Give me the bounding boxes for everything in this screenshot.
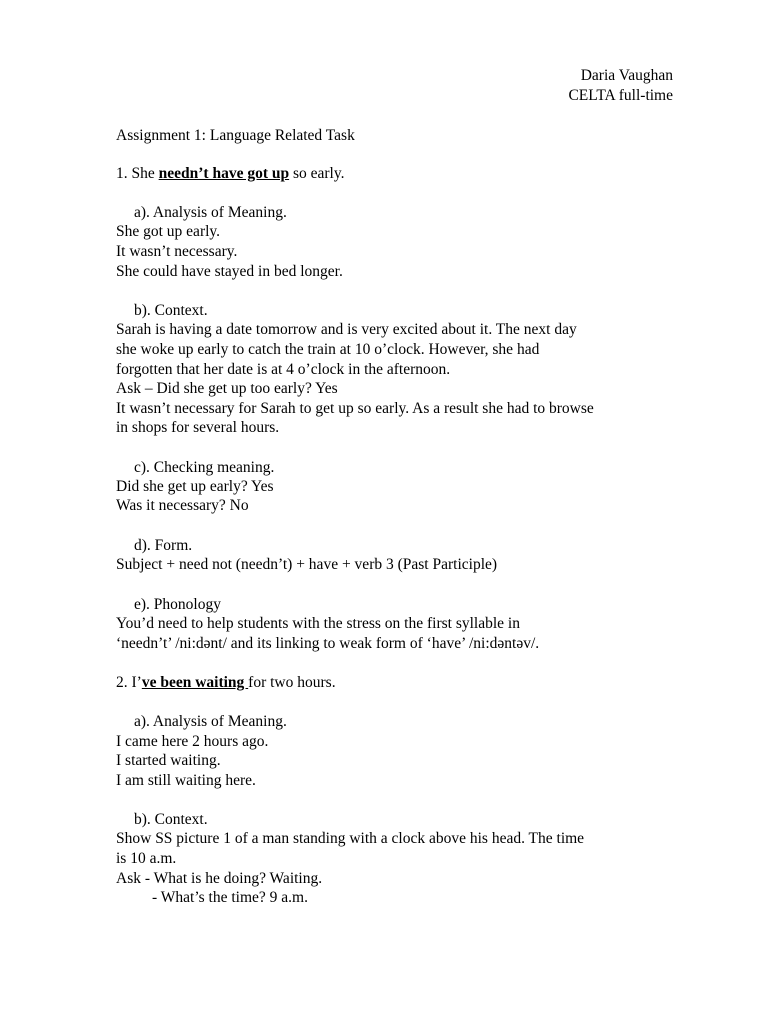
item1-a-line: She could have stayed in bed longer. bbox=[116, 263, 343, 280]
item1-e-line: ‘needn’t’ /ni:dənt/ and its linking to weak form of ‘have’ /ni:dəntəv/. bbox=[116, 635, 540, 652]
item2-b-line: Show SS picture 1 of a man standing with a clock above his head. The time bbox=[116, 830, 585, 847]
item2-b-indented-line: - What’s the time? 9 a.m. bbox=[152, 889, 308, 906]
item2-a-line: I started waiting. bbox=[116, 752, 221, 769]
item2-a-line: I came here 2 hours ago. bbox=[116, 733, 269, 750]
item1-b-line: It wasn’t necessary for Sarah to get up so early. As a result she had to browse bbox=[116, 400, 594, 417]
item1-c-line: Was it necessary? No bbox=[116, 497, 249, 514]
item1-b-heading: b). Context. bbox=[134, 302, 208, 319]
item2-sentence bbox=[116, 673, 336, 693]
item1-target: needn’t have got up bbox=[158, 165, 290, 182]
item2-b-heading: b). Context. bbox=[134, 811, 208, 828]
item1-b-line: forgotten that her date is at 4 o’clock in the afternoon. bbox=[116, 361, 451, 378]
item2-b-line: Ask - What is he doing? Waiting. bbox=[116, 870, 323, 887]
course-name: CELTA full-time bbox=[568, 87, 673, 104]
item1-pre: 1. She bbox=[116, 165, 159, 182]
item2-b-line: is 10 a.m. bbox=[116, 850, 177, 867]
item2-target: ve been waiting bbox=[141, 674, 249, 691]
item1-c-heading: c). Checking meaning. bbox=[134, 459, 275, 476]
item1-b-line: she woke up early to catch the train at 10 o’clock. However, she had bbox=[116, 341, 540, 358]
author-name: Daria Vaughan bbox=[580, 67, 673, 84]
item1-sentence bbox=[116, 164, 345, 184]
item1-d-line: Subject + need not (needn’t) + have + verb 3 (Past Participle) bbox=[116, 556, 498, 573]
item1-post: so early. bbox=[289, 165, 345, 182]
item1-b-line: Sarah is having a date tomorrow and is very excited about it. The next day bbox=[116, 321, 577, 338]
item1-e-heading: e). Phonology bbox=[134, 596, 221, 613]
item2-pre: 2. I’ bbox=[116, 674, 142, 691]
item1-c-line: Did she get up early? Yes bbox=[116, 478, 274, 495]
item2-a-heading: a). Analysis of Meaning. bbox=[134, 713, 287, 730]
item1-a-heading: a). Analysis of Meaning. bbox=[134, 204, 287, 221]
item1-d-heading: d). Form. bbox=[134, 537, 193, 554]
item1-b-line: in shops for several hours. bbox=[116, 419, 280, 436]
item2-a-line: I am still waiting here. bbox=[116, 772, 256, 789]
item2-post: for two hours. bbox=[248, 674, 336, 691]
assignment-title: Assignment 1: Language Related Task bbox=[116, 127, 355, 144]
item1-b-line: Ask – Did she get up too early? Yes bbox=[116, 380, 338, 397]
item1-a-line: She got up early. bbox=[116, 223, 221, 240]
item1-a-line: It wasn’t necessary. bbox=[116, 243, 238, 260]
item1-e-line: You’d need to help students with the stress on the first syllable in bbox=[116, 615, 520, 632]
